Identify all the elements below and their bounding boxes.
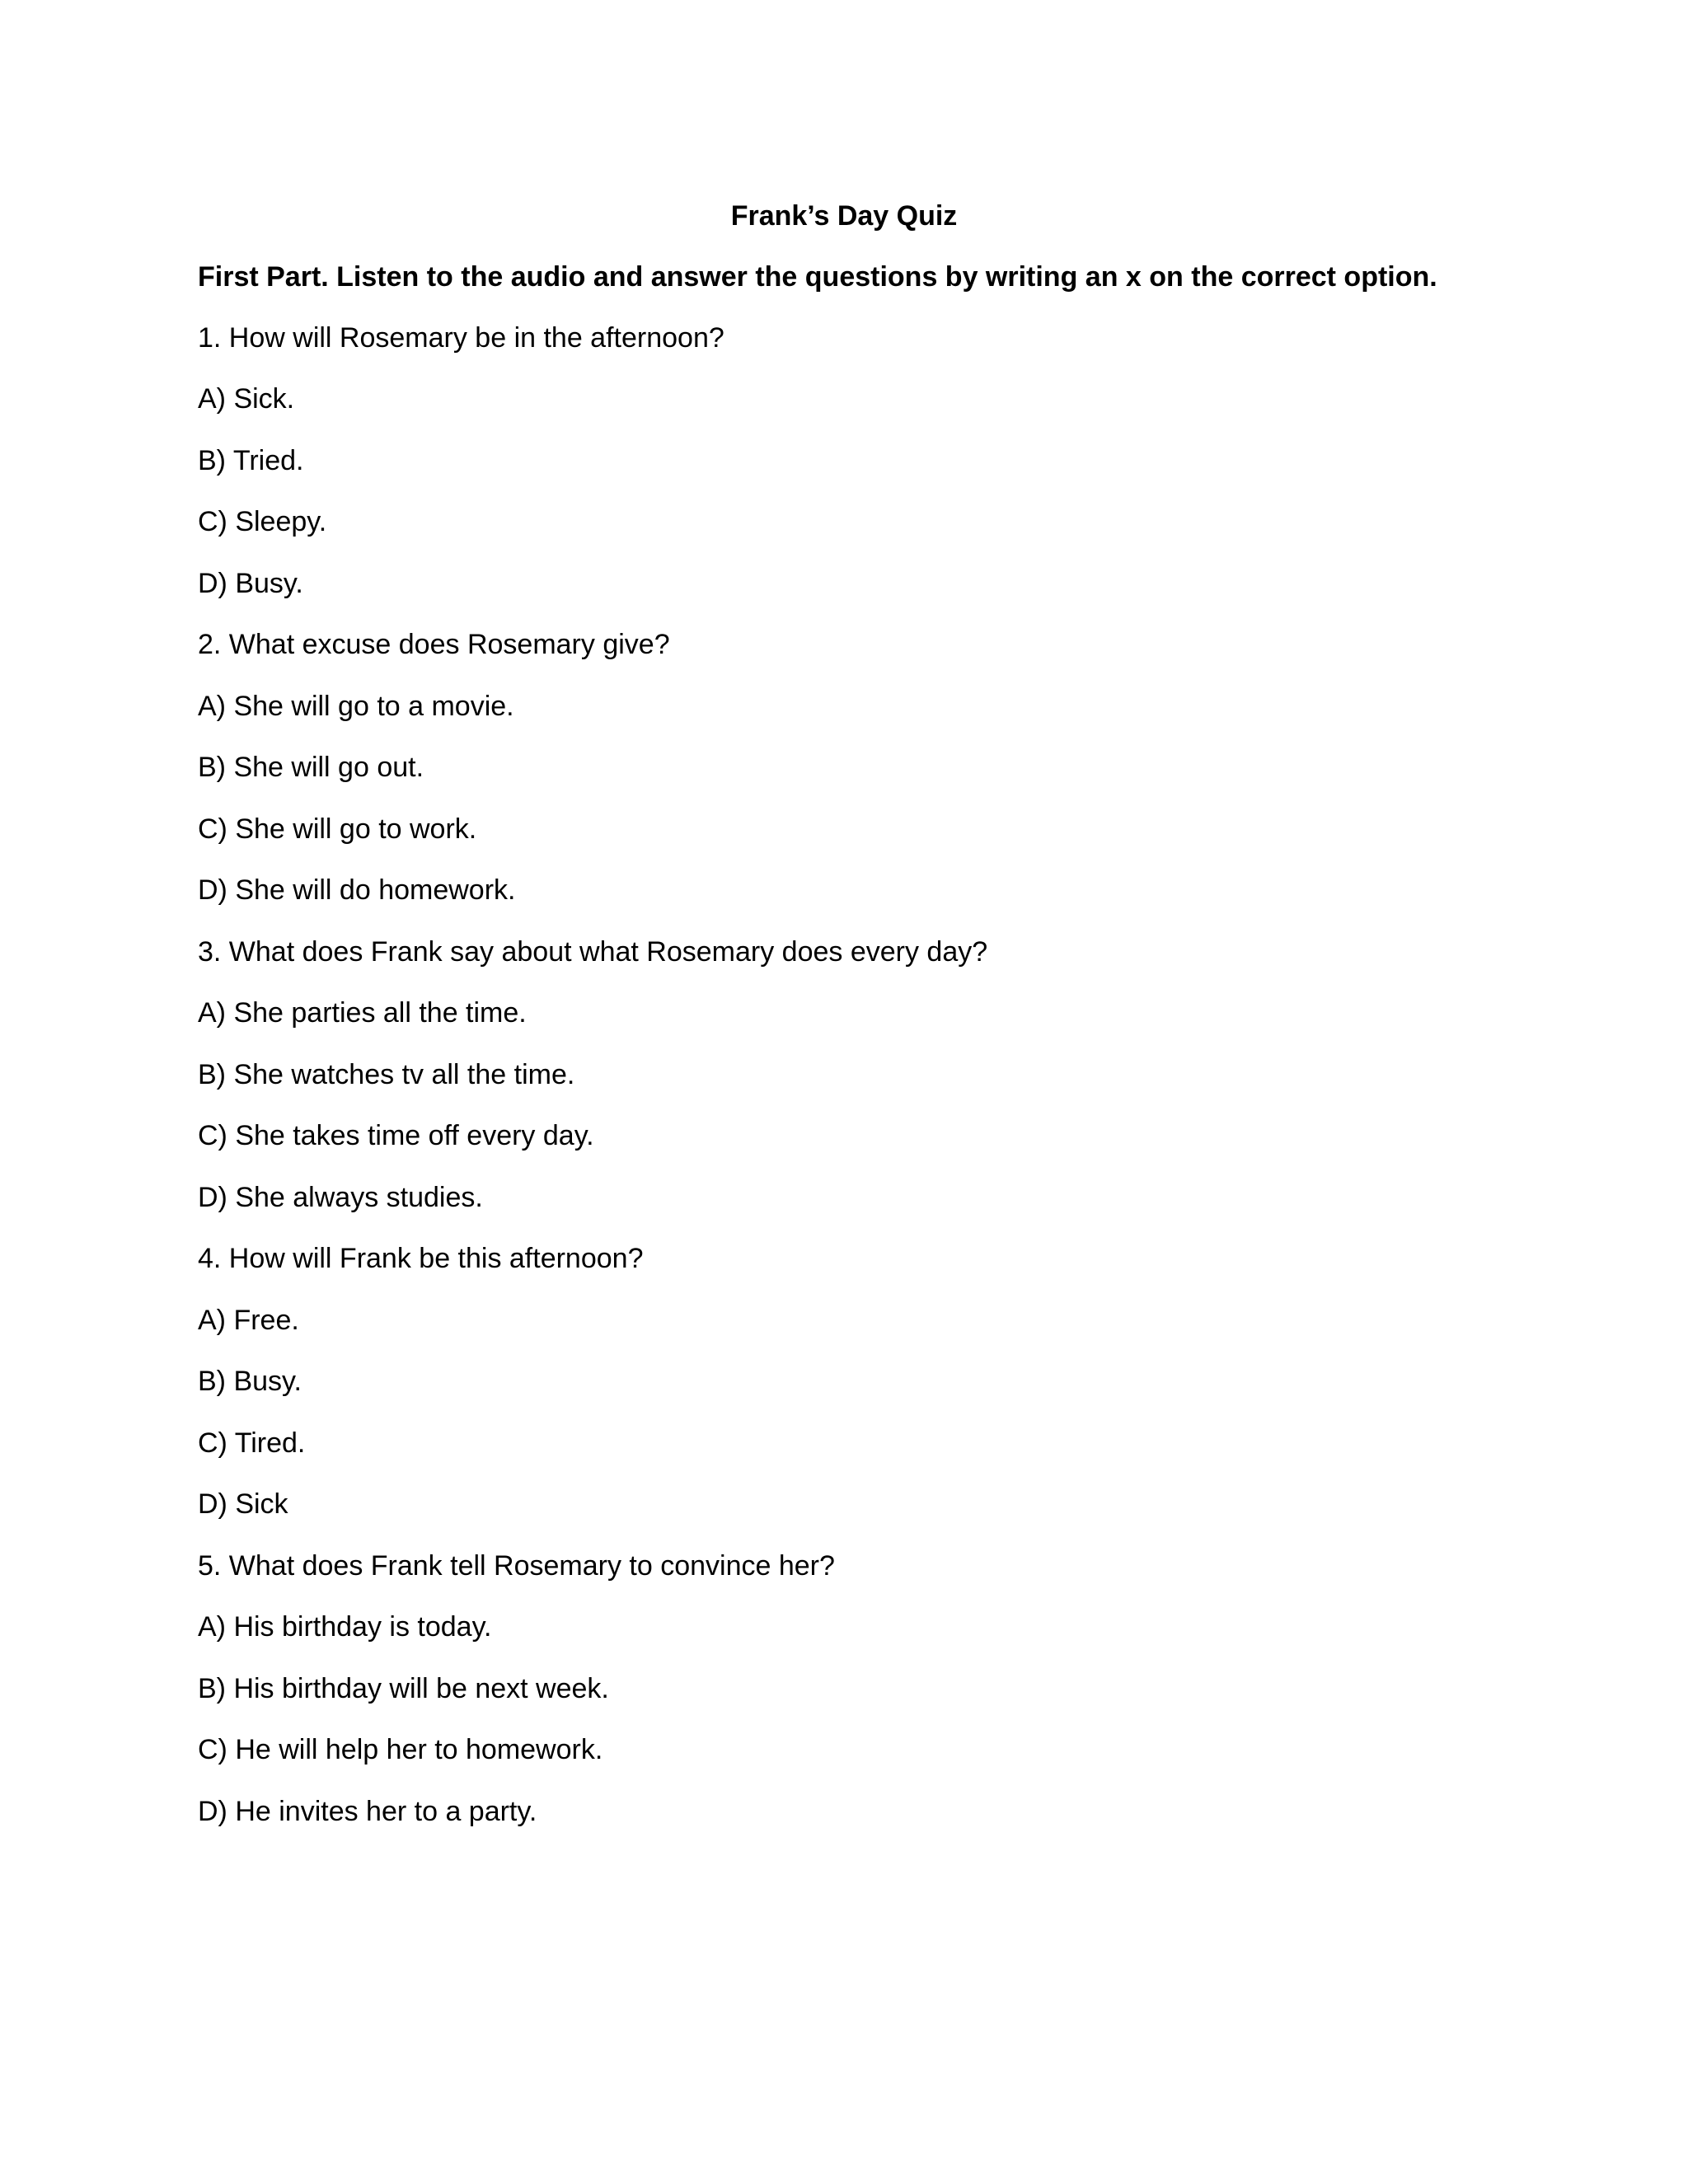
question-5-option-c: C) He will help her to homework. xyxy=(198,1734,603,1765)
question-1-option-c: C) Sleepy. xyxy=(198,506,327,537)
question-4-option-b: B) Busy. xyxy=(198,1366,302,1397)
question-2-option-a: A) She will go to a movie. xyxy=(198,691,514,722)
question-2-option-c: C) She will go to work. xyxy=(198,813,477,845)
question-1: 1. How will Rosemary be in the afternoon? xyxy=(198,322,724,354)
question-4-option-a: A) Free. xyxy=(198,1305,299,1336)
question-2: 2. What excuse does Rosemary give? xyxy=(198,629,670,660)
question-4: 4. How will Frank be this afternoon? xyxy=(198,1243,644,1274)
question-5: 5. What does Frank tell Rosemary to convince her? xyxy=(198,1550,835,1582)
quiz-title: Frank’s Day Quiz xyxy=(730,200,958,232)
question-2-option-b: B) She will go out. xyxy=(198,752,424,783)
question-1-option-d: D) Busy. xyxy=(198,568,303,599)
question-3-option-a: A) She parties all the time. xyxy=(198,997,527,1029)
question-3-option-d: D) She always studies. xyxy=(198,1182,483,1213)
question-3-option-c: C) She takes time off every day. xyxy=(198,1120,594,1151)
question-3-option-b: B) She watches tv all the time. xyxy=(198,1059,575,1090)
question-5-option-a: A) His birthday is today. xyxy=(198,1611,492,1643)
question-5-option-d: D) He invites her to a party. xyxy=(198,1796,537,1827)
question-4-option-c: C) Tired. xyxy=(198,1427,306,1459)
instructions: First Part. Listen to the audio and answer the questions by writing an x on the correct option. xyxy=(198,261,1437,293)
question-4-option-d: D) Sick xyxy=(198,1488,288,1520)
question-5-option-b: B) His birthday will be next week. xyxy=(198,1673,609,1704)
question-3: 3. What does Frank say about what Rosemary does every day? xyxy=(198,936,988,968)
question-1-option-a: A) Sick. xyxy=(198,383,295,415)
question-1-option-b: B) Tried. xyxy=(198,445,304,476)
question-2-option-d: D) She will do homework. xyxy=(198,874,516,906)
